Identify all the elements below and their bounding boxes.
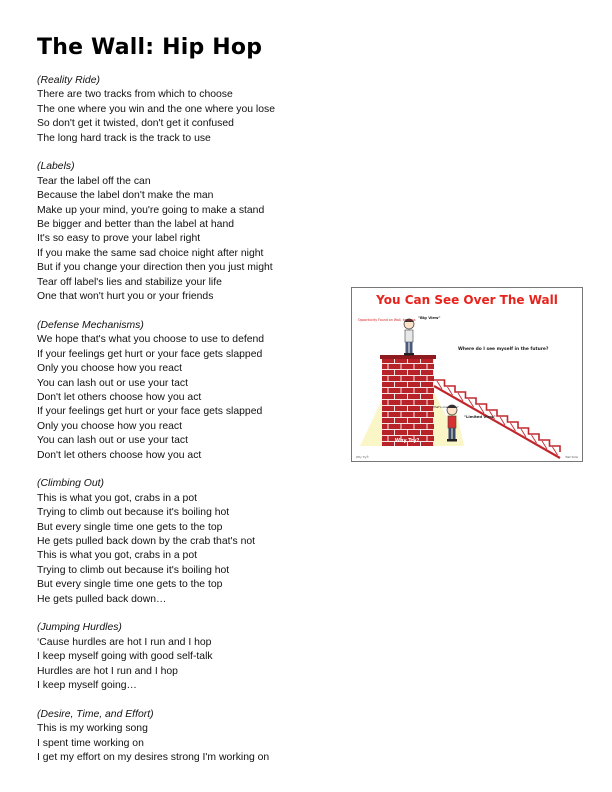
lyric-line: Only you choose how you react [37, 420, 182, 432]
lyric-line: Be bigger and better than the label at hand [37, 219, 234, 231]
stanza-heading: (Labels) [37, 161, 75, 173]
stanza-heading: (Jumping Hurdles) [37, 622, 122, 634]
brick-wall [380, 355, 436, 446]
brick [382, 406, 394, 411]
brick [389, 388, 401, 393]
stanza [37, 74, 357, 146]
big-view-label: "Big View" [418, 315, 441, 320]
brick [428, 424, 435, 429]
lyric-line: The one where you win and the one where you lose [37, 103, 275, 115]
brick [389, 412, 401, 417]
brick [402, 424, 414, 429]
brick [382, 436, 388, 441]
brick [382, 364, 388, 369]
brick [408, 382, 420, 387]
lyric-line: But every single time one gets to the top [37, 521, 223, 533]
brick [402, 388, 414, 393]
brick [382, 430, 394, 435]
stanza-heading: (Defense Mechanisms) [37, 319, 144, 331]
future-question: Where do I see myself in the future? [458, 347, 549, 352]
lyrics-body [37, 74, 357, 780]
brick [389, 364, 401, 369]
lyric-line: Because the label don't make the man [37, 190, 214, 202]
lyric-line: This is my working song [37, 723, 148, 735]
brick [395, 394, 407, 399]
brick [382, 376, 388, 381]
brick [382, 388, 388, 393]
brick [408, 370, 420, 375]
lyric-line: Tear the label off the can [37, 175, 151, 187]
brick [382, 412, 388, 417]
brick [421, 430, 433, 435]
brick [402, 412, 414, 417]
lyric-line: I keep myself going… [37, 680, 137, 691]
lyric-line: I get my effort on my desires strong I'm working on [37, 752, 270, 764]
brick [415, 364, 427, 369]
brick [382, 442, 394, 446]
lyric-line: Hurdles are hot I run and I hop [37, 665, 178, 677]
why-try-label: Why Try? [394, 439, 420, 444]
side-note: Opportunity Found on Wall, its glass [358, 318, 416, 322]
lyric-line: This is what you got, crabs in a pot [37, 492, 197, 504]
brick [395, 430, 407, 435]
wall-illustration [351, 287, 583, 462]
lyric-line: You can lash out or use your tact [37, 377, 188, 389]
lyric-line: Tear off label's lies and stabilize your life [37, 276, 222, 288]
stanza-heading: (Reality Ride) [37, 75, 100, 86]
wall-cap [380, 355, 436, 359]
footer-right: Wall Slide [565, 456, 578, 459]
lyric-line: He gets pulled back down by the crab that's not [37, 535, 256, 547]
stanza-heading: (Climbing Out) [37, 478, 104, 490]
brick [421, 382, 433, 387]
brick [402, 376, 414, 381]
stanza-heading: (Desire, Time, and Effort) [37, 708, 154, 720]
lyric-line: You can lash out or use your tact [37, 435, 188, 447]
lyric-line: Don't let others choose how you act [37, 391, 202, 403]
brick [389, 376, 401, 381]
brick [382, 370, 394, 375]
lyric-line: This is what you got, crabs in a pot [37, 550, 197, 562]
brick [421, 442, 433, 446]
lyric-line: Trying to climb out because it's boiling hot [37, 564, 230, 576]
brick [408, 394, 420, 399]
brick [395, 370, 407, 375]
brick [395, 382, 407, 387]
brick [415, 400, 427, 405]
stanza [37, 708, 357, 766]
stanza [37, 621, 357, 693]
lyric-line: If your feelings get hurt or your face gets slapped [37, 348, 263, 360]
small-note: What's over there? [432, 405, 459, 409]
brick [415, 376, 427, 381]
brick [408, 406, 420, 411]
lyric-line: It's so easy to prove your label right [37, 233, 201, 245]
lyric-line: The long hard track is the track to use [37, 132, 211, 144]
brick [421, 370, 433, 375]
brick [415, 388, 427, 393]
brick [402, 364, 414, 369]
lyric-line: I spent time working on [37, 737, 144, 749]
lyric-line: But every single time one gets to the top [37, 579, 223, 591]
lyric-line: ‘Cause hurdles are hot I run and I hop [37, 636, 212, 648]
stanza [37, 319, 357, 463]
lyric-line: I keep myself going with good self-talk [37, 651, 213, 663]
brick [382, 394, 394, 399]
lyric-line: He gets pulled back down… [37, 593, 167, 605]
lyric-line: But if you change your direction then you just might [37, 262, 273, 274]
brick [408, 430, 420, 435]
brick [389, 400, 401, 405]
page-title: The Wall: Hip Hop [37, 35, 263, 60]
figure-title: You Can See Over The Wall [376, 293, 558, 307]
stanza [37, 160, 357, 304]
brick [402, 400, 414, 405]
lyric-line: One that won't hurt you or your friends [37, 291, 214, 303]
brick [382, 418, 394, 423]
lyric-line: Make up your mind, you're going to make a stand [37, 204, 265, 216]
brick [415, 424, 427, 429]
brick [382, 400, 388, 405]
lyric-line: Only you choose how you react [37, 363, 182, 375]
brick [408, 418, 420, 423]
lyric-line: If your feelings get hurt or your face gets slapped [37, 406, 263, 418]
lyric-line: So don't get it twisted, don't get it confused [37, 118, 234, 130]
brick [428, 376, 435, 381]
top-person-icon [404, 319, 414, 356]
lyric-line: If you make the same sad choice night after night [37, 247, 264, 259]
brick [415, 412, 427, 417]
stanza [37, 477, 357, 607]
wall-illustration-svg [352, 288, 582, 461]
lyric-line: We hope that's what you choose to use to defend [37, 334, 265, 346]
brick [389, 424, 401, 429]
brick [421, 418, 433, 423]
lyric-line: There are two tracks from which to choose [37, 89, 233, 101]
brick [428, 412, 435, 417]
limited-view-label: "Limited View" [464, 414, 496, 419]
brick [395, 418, 407, 423]
lyric-line: Don't let others choose how you act [37, 449, 202, 461]
brick [382, 424, 388, 429]
brick [428, 364, 435, 369]
brick [428, 436, 435, 441]
brick [382, 382, 394, 387]
brick [421, 394, 433, 399]
brick [395, 406, 407, 411]
brick [428, 388, 435, 393]
footer-left: Why Try® [356, 456, 369, 459]
lyric-line: Trying to climb out because it's boiling hot [37, 507, 230, 519]
